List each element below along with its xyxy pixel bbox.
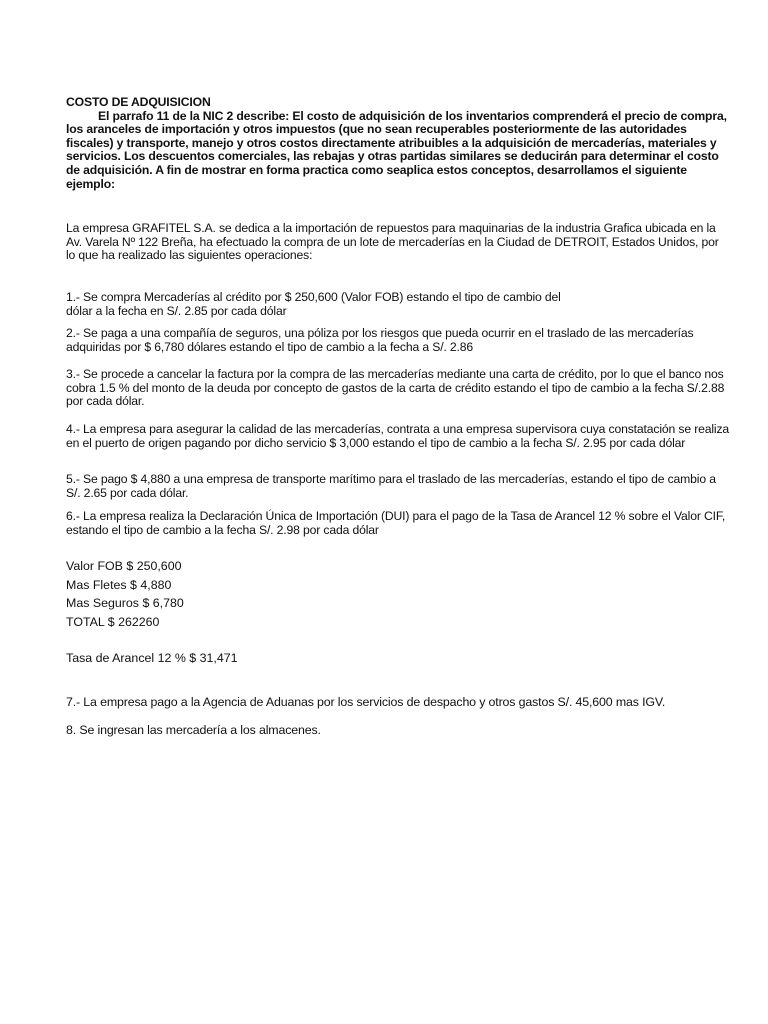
operation-6-text: 6.- La empresa realiza la Declaración Única de Importación (DUI) para el pago de la Tasa de Arancel 12 % sobre el Valor CIF, estando el tipo de cambio a la fecha S/. 2.98 por cada dólar bbox=[66, 509, 726, 537]
document-page bbox=[66, 96, 730, 191]
operation-4-text: 4.- La empresa para asegurar la calidad de las mercaderías, contrata a una empresa supervisora cuya constatación se realiza en el puerto de origen pagando por dicho servicio $ 3,000 estando el tipo de cambio a la fecha S/. 2.95 por cada dólar bbox=[66, 422, 730, 450]
operation-8-text: 8. Se ingresan las mercadería a los almacenes. bbox=[66, 723, 321, 737]
summary-fletes: Mas Fletes $ 4,880 bbox=[66, 577, 172, 592]
operation-7 bbox=[66, 695, 730, 709]
operation-2 bbox=[66, 327, 730, 354]
company-paragraph-block bbox=[66, 222, 730, 263]
operation-4 bbox=[66, 423, 730, 450]
operation-3-text: 3.- Se procede a cancelar la factura por la compra de las mercaderías mediante una carta de crédito, por lo que el banco nos cobra 1.5 % del monto de la deuda por concepto de gastos de la carta de crédito estando el tipo de cambio a la fecha S/.2.88 por cada dólar. bbox=[66, 367, 725, 409]
summary-total: TOTAL $ 262260 bbox=[66, 614, 160, 629]
summary-fob: Valor FOB $ 250,600 bbox=[66, 559, 182, 573]
operation-5 bbox=[66, 473, 730, 500]
operation-8 bbox=[66, 723, 730, 737]
operation-1-line-2: dólar a la fecha en S/. 2.85 por cada dólar bbox=[66, 303, 287, 318]
operation-3 bbox=[66, 368, 730, 409]
intro-paragraph: El parrafo 11 de la NIC 2 describe: El costo de adquisición de los inventarios comprenderá el precio de compra, los aranceles de importación y otros impuestos (que no sean recuperables posteriormente de las autoridades fiscales) y transporte, manejo y otros costos directamente atribuibles a la adquisición de mercaderías, materiales y servicios. Los descuentos comerciales, las rebajas y otras partidas similares se deducirán para determinar el costo de adquisición. A fin de mostrar en forma practica como seaplica estos conceptos, desarrollamos el siguiente ejemplo: bbox=[66, 108, 727, 191]
summary-arancel: Tasa de Arancel 12 % $ 31,471 bbox=[66, 651, 238, 665]
tariff-summary bbox=[66, 649, 730, 668]
summary-seguros: Mas Seguros $ 6,780 bbox=[66, 596, 184, 610]
operation-6 bbox=[66, 510, 730, 537]
document-heading: COSTO DE ADQUISICION bbox=[66, 95, 211, 109]
company-paragraph: La empresa GRAFITEL S.A. se dedica a la importación de repuestos para maquinarias de la industria Grafica ubicada en la Av. Varela Nº 122 Breña, ha efectuado la compra de un lote de mercaderías en la Ciudad de DETROIT, Estados Unidos, por lo que ha realizado las siguientes operaciones: bbox=[66, 221, 719, 263]
cost-summary bbox=[66, 557, 730, 631]
operation-5-text: 5.- Se pago $ 4,880 a una empresa de transporte marítimo para el traslado de las mercaderías, estando el tipo de cambio a S/. 2.65 por cada dólar. bbox=[66, 472, 716, 500]
operation-2-text: 2.- Se paga a una compañía de seguros, una póliza por los riesgos que pueda ocurrir en el traslado de las mercaderías adquiridas por $ 6,780 dólares estando el tipo de cambio a la fecha a S/. 2.86 bbox=[66, 326, 694, 354]
operation-1 bbox=[66, 291, 730, 318]
operation-1-line-1: 1.- Se compra Mercaderías al crédito por $ 250,600 (Valor FOB) estando el tipo de cambio del bbox=[66, 290, 561, 304]
operation-7-text: 7.- La empresa pago a la Agencia de Aduanas por los servicios de despacho y otros gastos S/. 45,600 mas IGV. bbox=[66, 695, 666, 709]
